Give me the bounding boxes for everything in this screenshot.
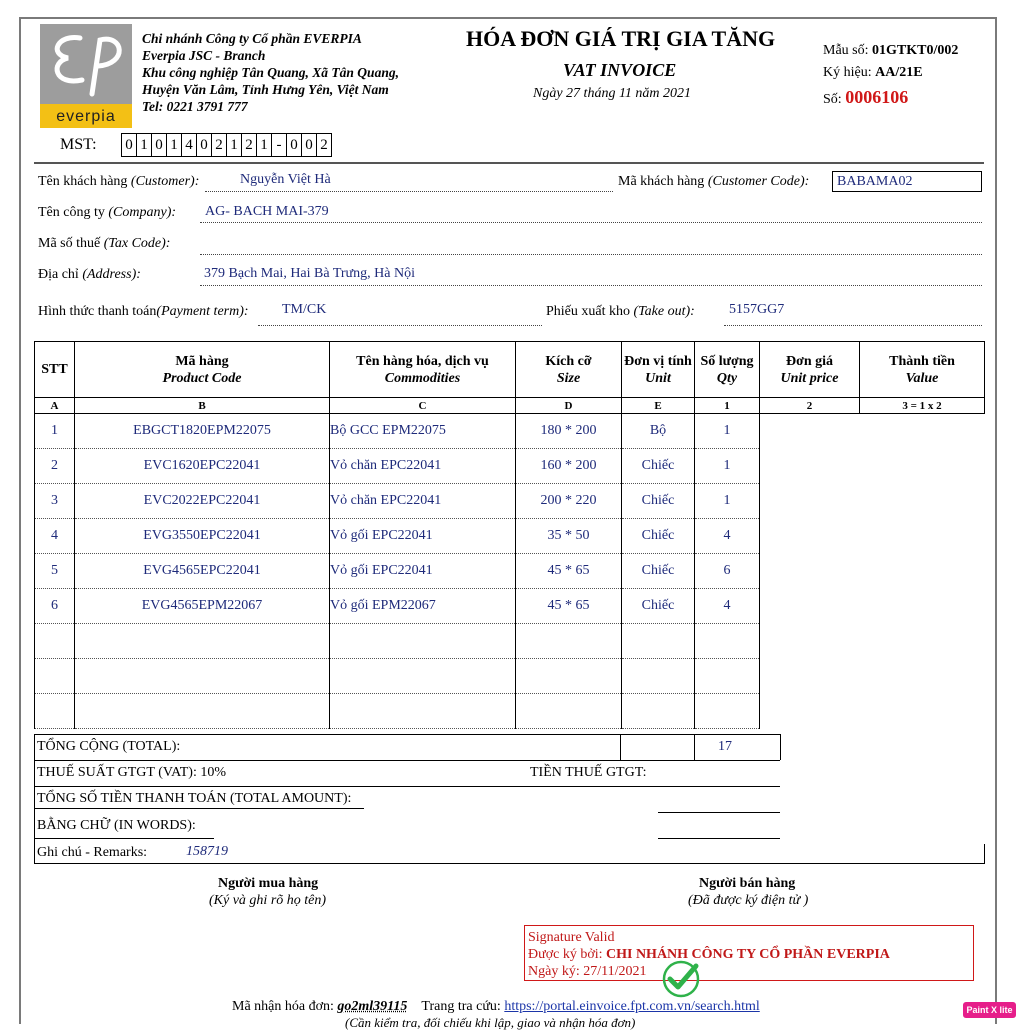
buyer-note: (Ký và ghi rõ họ tên)	[209, 893, 327, 908]
company-label	[38, 205, 176, 221]
header-value: Thành tiền Value	[860, 342, 985, 398]
table-row	[35, 589, 985, 624]
letter-cell: C	[330, 398, 516, 414]
header-unit-price: Đơn giá Unit price	[760, 342, 860, 398]
buyer-title: Người mua hàng	[218, 876, 319, 891]
in-words-label: BẰNG CHỮ (IN WORDS):	[37, 818, 196, 833]
cell-code: EVG3550EPC22041	[75, 519, 330, 554]
cell-empty	[330, 659, 516, 694]
cell-blank	[860, 554, 985, 589]
cell-empty	[35, 659, 75, 694]
cell-unit: Chiếc	[622, 589, 695, 624]
footer-line	[232, 999, 760, 1015]
letter-cell: 3 = 1 x 2	[860, 398, 985, 414]
mst-digit: 2	[316, 133, 332, 157]
cell-empty	[622, 659, 695, 694]
customer-code-label	[618, 174, 809, 190]
items-table	[34, 341, 985, 729]
mst-digit: 2	[241, 133, 257, 157]
cell-qty: 4	[695, 519, 760, 554]
company-line: Huyện Văn Lâm, Tỉnh Hưng Yên, Việt Nam	[142, 82, 389, 97]
label-en: (Take out):	[633, 304, 695, 319]
table-row-empty	[35, 694, 985, 729]
mst-digit: 0	[151, 133, 167, 157]
cell-name: Vỏ chăn EPC22041	[330, 484, 516, 519]
table-row	[35, 484, 985, 519]
dotted-line	[205, 191, 613, 192]
cell-empty	[695, 624, 760, 659]
dotted-line	[200, 285, 982, 286]
symbol-label: Ký hiệu:	[823, 65, 872, 80]
header-unit: Đơn vị tính Unit	[622, 342, 695, 398]
mst-digit: 0	[121, 133, 137, 157]
logo-mark	[40, 24, 132, 104]
cell-stt: 5	[35, 554, 75, 589]
letter-cell: A	[35, 398, 75, 414]
item-rows	[35, 414, 985, 729]
total-divider	[620, 734, 621, 760]
cell-stt: 1	[35, 414, 75, 449]
cell-blank	[860, 624, 985, 659]
words-line	[34, 838, 214, 839]
label-en: (Company):	[108, 205, 177, 220]
payment-term-value: TM/CK	[282, 302, 327, 317]
invoice-subtitle: VAT INVOICE	[563, 60, 677, 80]
label-en: (Payment term):	[156, 304, 249, 319]
label-vi: Mã số thuế	[38, 236, 101, 251]
cell-code: EVC2022EPC22041	[75, 484, 330, 519]
table-row	[35, 519, 985, 554]
cell-size: 35 * 50	[516, 519, 622, 554]
table-row	[35, 449, 985, 484]
cell-stt: 6	[35, 589, 75, 624]
cell-unit: Chiếc	[622, 554, 695, 589]
cell-empty	[35, 624, 75, 659]
label-vi: Hình thức thanh toán	[38, 304, 157, 319]
customer-name-value: Nguyễn Việt Hà	[240, 172, 331, 187]
mst-boxes	[122, 133, 332, 157]
lookup-link[interactable]: https://portal.einvoice.fpt.com.vn/search.html	[504, 999, 760, 1014]
total-amount-label: TỔNG SỐ TIỀN THANH TOÁN (TOTAL AMOUNT):	[37, 791, 352, 806]
cell-blank	[760, 554, 860, 589]
mst-digit: 1	[256, 133, 272, 157]
number-label: Số:	[823, 92, 842, 107]
cell-code: EVG4565EPM22067	[75, 589, 330, 624]
vat-amount-label: TIỀN THUẾ GTGT:	[530, 765, 647, 780]
payment-term-label	[38, 304, 249, 320]
company-info	[142, 30, 399, 115]
cell-blank	[860, 589, 985, 624]
cell-unit: Chiếc	[622, 484, 695, 519]
cell-blank	[760, 414, 860, 449]
cell-qty: 1	[695, 449, 760, 484]
mst-digit: 1	[136, 133, 152, 157]
cell-qty: 6	[695, 554, 760, 589]
mst-digit: 0	[286, 133, 302, 157]
company-line: Everpia JSC - Branch	[142, 48, 266, 63]
words-value-line	[658, 838, 780, 839]
mst-digit: 2	[211, 133, 227, 157]
letter-cell: 2	[760, 398, 860, 414]
form-value: 01GTKT0/002	[872, 43, 959, 58]
amount-line	[34, 808, 364, 809]
cell-blank	[860, 484, 985, 519]
cell-code: EVG4565EPC22041	[75, 554, 330, 589]
customer-name-label	[38, 174, 199, 190]
number-value: 0006106	[845, 87, 909, 107]
footer-note: (Cần kiểm tra, đối chiếu khi lập, giao và nhận hóa đơn)	[345, 1015, 636, 1030]
total-bottom-line	[34, 760, 780, 761]
cell-empty	[75, 694, 330, 729]
dotted-line	[724, 325, 982, 326]
mst-digit: -	[271, 133, 287, 157]
cell-blank	[860, 659, 985, 694]
cell-size: 180 * 200	[516, 414, 622, 449]
label-vi: Địa chỉ	[38, 267, 79, 282]
label-en: (Customer Code):	[707, 174, 810, 189]
cell-blank	[760, 589, 860, 624]
label-en: (Tax Code):	[103, 236, 171, 251]
cell-stt: 2	[35, 449, 75, 484]
cell-size: 200 * 220	[516, 484, 622, 519]
totals-left-border	[34, 734, 35, 864]
total-qty: 17	[718, 739, 732, 754]
form-label: Mẫu số:	[823, 43, 869, 58]
company-tel: Tel: 0221 3791 777	[142, 99, 248, 114]
invoice-symbol	[823, 65, 923, 81]
header-qty: Số lượng Qty	[695, 342, 760, 398]
remarks-value: 158719	[186, 844, 228, 859]
total-top-line	[34, 734, 780, 735]
company-line: Chi nhánh Công ty Cổ phần EVERPIA	[142, 31, 362, 46]
cell-name: Vỏ chăn EPC22041	[330, 449, 516, 484]
header-product-code: Mã hàng Product Code	[75, 342, 330, 398]
remarks-bottom-line	[34, 863, 985, 864]
seller-note: (Đã được ký điện tử )	[688, 893, 809, 908]
cell-empty	[75, 624, 330, 659]
tax-code-label	[38, 236, 170, 252]
mst-digit: 1	[226, 133, 242, 157]
cell-blank	[760, 694, 860, 729]
cell-empty	[516, 694, 622, 729]
company-value: AG- BACH MAI-379	[205, 204, 329, 219]
table-row	[35, 414, 985, 449]
receive-code-label: Mã nhận hóa đơn:	[232, 999, 334, 1014]
table-row-empty	[35, 659, 985, 694]
header-commodities: Tên hàng hóa, dịch vụ Commodities	[330, 342, 516, 398]
dotted-line	[200, 222, 982, 223]
cell-qty: 1	[695, 414, 760, 449]
cell-stt: 3	[35, 484, 75, 519]
cell-blank	[860, 694, 985, 729]
customer-code-value: BABAMA02	[832, 171, 982, 192]
signature-valid: Signature Valid	[528, 930, 615, 945]
cell-size: 45 * 65	[516, 554, 622, 589]
cell-blank	[760, 624, 860, 659]
cell-empty	[516, 659, 622, 694]
mst-digit: 0	[301, 133, 317, 157]
table-row	[35, 554, 985, 589]
label-en: (Address):	[82, 267, 141, 282]
cell-blank	[760, 519, 860, 554]
label-vi: Tên công ty	[38, 205, 105, 220]
form-number	[823, 43, 958, 59]
total-divider	[780, 734, 781, 760]
cell-blank	[860, 449, 985, 484]
lookup-label: Trang tra cứu:	[421, 999, 501, 1014]
total-label: TỔNG CỘNG (TOTAL):	[37, 739, 181, 754]
sign-date: Ngày ký: 27/11/2021	[528, 964, 647, 979]
takeout-value: 5157GG7	[729, 302, 785, 317]
mst-digit: 4	[181, 133, 197, 157]
vat-rate-label: THUẾ SUẤT GTGT (VAT): 10%	[37, 765, 226, 780]
cell-empty	[695, 694, 760, 729]
cell-empty	[622, 694, 695, 729]
cell-stt: 4	[35, 519, 75, 554]
digital-signature-box	[524, 925, 974, 981]
checkmark-icon	[660, 958, 702, 1000]
cell-name: Vỏ gối EPC22041	[330, 554, 516, 589]
cell-name: Bộ GCC EPM22075	[330, 414, 516, 449]
label-vi: Tên khách hàng	[38, 174, 128, 189]
table-row-empty	[35, 624, 985, 659]
cell-empty	[35, 694, 75, 729]
letter-cell: B	[75, 398, 330, 414]
cell-unit: Bộ	[622, 414, 695, 449]
mst-label: MST:	[60, 136, 97, 153]
invoice-title: HÓA ĐƠN GIÁ TRỊ GIA TĂNG	[466, 26, 776, 51]
remarks-label: Ghi chú - Remarks:	[37, 845, 148, 860]
totals-right-border	[984, 844, 985, 864]
cell-name: Vỏ gối EPC22041	[330, 519, 516, 554]
cell-unit: Chiếc	[622, 519, 695, 554]
vat-line	[34, 786, 780, 787]
logo-text: everpia	[40, 104, 132, 128]
cell-empty	[622, 624, 695, 659]
amount-value-line	[658, 812, 780, 813]
dotted-line	[200, 254, 982, 255]
cell-empty	[516, 624, 622, 659]
cell-blank	[760, 449, 860, 484]
paint-x-lite-badge[interactable]: Paint X lite	[963, 1002, 1016, 1018]
letter-cell: D	[516, 398, 622, 414]
address-value: 379 Bạch Mai, Hai Bà Trưng, Hà Nội	[204, 266, 415, 281]
invoice-number	[823, 87, 908, 108]
label-vi: Phiếu xuất kho	[546, 304, 630, 319]
mst-digit: 1	[166, 133, 182, 157]
cell-blank	[860, 414, 985, 449]
symbol-value: AA/21E	[875, 65, 923, 80]
seller-title: Người bán hàng	[699, 876, 796, 891]
address-label	[38, 267, 141, 283]
takeout-label	[546, 304, 695, 320]
dotted-line	[258, 325, 542, 326]
table-letter-row	[35, 398, 985, 414]
receive-code-value: go2ml39115	[337, 999, 408, 1014]
company-line: Khu công nghiệp Tân Quang, Xã Tân Quang,	[142, 65, 399, 80]
signed-by: Được ký bởi: CHI NHÁNH CÔNG TY CỔ PHẦN EVERPIA	[528, 947, 890, 962]
cell-blank	[760, 484, 860, 519]
cell-blank	[760, 659, 860, 694]
table-header-row	[35, 342, 985, 398]
cell-code: EBGCT1820EPM22075	[75, 414, 330, 449]
cell-qty: 4	[695, 589, 760, 624]
header-stt: STT	[35, 342, 75, 398]
letter-cell: E	[622, 398, 695, 414]
cell-blank	[860, 519, 985, 554]
cell-code: EVC1620EPC22041	[75, 449, 330, 484]
mst-digit: 0	[196, 133, 212, 157]
invoice-date: Ngày 27 tháng 11 năm 2021	[533, 86, 692, 101]
header-divider	[34, 162, 984, 164]
cell-empty	[75, 659, 330, 694]
cell-qty: 1	[695, 484, 760, 519]
letter-cell: 1	[695, 398, 760, 414]
total-divider	[694, 734, 695, 760]
cell-empty	[330, 694, 516, 729]
cell-empty	[330, 624, 516, 659]
label-en: (Customer):	[130, 174, 200, 189]
cell-size: 160 * 200	[516, 449, 622, 484]
everpia-logo	[40, 24, 132, 128]
cell-size: 45 * 65	[516, 589, 622, 624]
cell-unit: Chiếc	[622, 449, 695, 484]
label-vi: Mã khách hàng	[618, 174, 705, 189]
cell-name: Vỏ gối EPM22067	[330, 589, 516, 624]
cell-empty	[695, 659, 760, 694]
header-size: Kích cỡ Size	[516, 342, 622, 398]
